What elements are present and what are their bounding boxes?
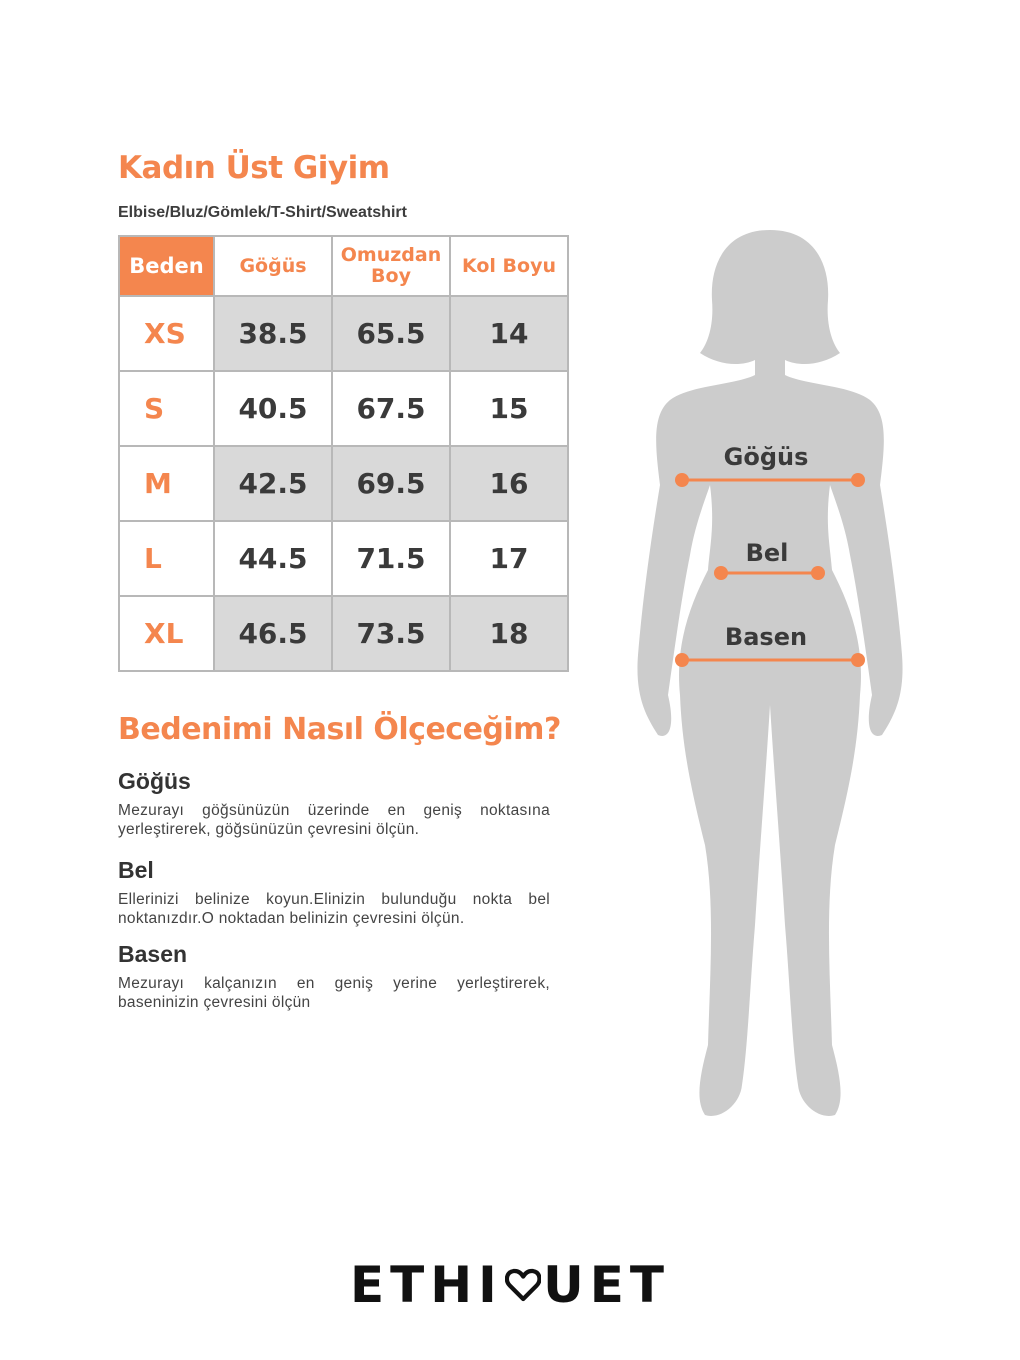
guide-item-chest: [118, 768, 550, 839]
size-cell: XL: [119, 596, 214, 671]
chest-cell: 44.5: [214, 521, 332, 596]
sleeve-cell: 15: [450, 371, 568, 446]
table-row: [119, 446, 568, 521]
guide-heading: Bel: [118, 857, 154, 883]
guide-item-hip: [118, 941, 550, 1012]
hip-left-dot: [675, 653, 689, 667]
chest-cell: 40.5: [214, 371, 332, 446]
length-cell: 65.5: [332, 296, 450, 371]
chest-right-dot: [851, 473, 865, 487]
length-cell: 73.5: [332, 596, 450, 671]
chest-left-dot: [675, 473, 689, 487]
guide-text: Ellerinizi belinize koyun.Elinizin bulunduğu nokta bel noktanızdır.O noktadan belinizin çevresini ölçün.: [118, 891, 550, 927]
size-cell: M: [119, 446, 214, 521]
table-row: [119, 296, 568, 371]
logo-text-right: UET: [543, 1256, 670, 1314]
header-beden: Beden: [119, 236, 214, 296]
chest-label: Göğüs: [723, 443, 809, 471]
guide-text: Mezurayı göğsünüzün üzerinde en geniş noktasına yerleştirerek, göğsünüzün çevresini ölçün.: [118, 802, 550, 838]
waist-left-dot: [714, 566, 728, 580]
logo-text-left: ETHI: [350, 1256, 503, 1314]
chest-cell: 42.5: [214, 446, 332, 521]
hip-label: Basen: [724, 623, 808, 651]
header-gogus: Göğüs: [214, 236, 332, 296]
page-title: Kadın Üst Giyim: [118, 150, 390, 186]
sleeve-cell: 14: [450, 296, 568, 371]
brand-logo: [350, 1250, 670, 1320]
table-row: [119, 371, 568, 446]
length-cell: 69.5: [332, 446, 450, 521]
sleeve-cell: 18: [450, 596, 568, 671]
silhouette-shape: [637, 230, 902, 1116]
chest-cell: 46.5: [214, 596, 332, 671]
length-cell: 71.5: [332, 521, 450, 596]
body-silhouette-figure: [630, 225, 920, 1125]
body-silhouette: [637, 230, 902, 1116]
sleeve-cell: 17: [450, 521, 568, 596]
guide-text: Mezurayı kalçanızın en geniş yerine yerleştirerek, baseninizin çevresini ölçün: [118, 975, 550, 1011]
size-cell: S: [119, 371, 214, 446]
guide-heading: Basen: [118, 941, 188, 967]
waist-right-dot: [811, 566, 825, 580]
length-cell: 67.5: [332, 371, 450, 446]
table-header-row: [119, 236, 568, 296]
table-row: [119, 596, 568, 671]
measure-guide-title: Bedenimi Nasıl Ölçeceğim?: [118, 712, 561, 747]
sleeve-cell: 16: [450, 446, 568, 521]
size-table: [118, 235, 569, 672]
header-omuzdan-boy: Omuzdan Boy: [332, 236, 450, 296]
heart-icon: [505, 1257, 541, 1313]
waist-label: Bel: [745, 539, 789, 567]
header-kol-boyu: Kol Boyu: [450, 236, 568, 296]
chest-cell: 38.5: [214, 296, 332, 371]
guide-heading: Göğüs: [118, 768, 191, 794]
size-cell: XS: [119, 296, 214, 371]
size-cell: L: [119, 521, 214, 596]
page-subtitle: Elbise/Bluz/Gömlek/T-Shirt/Sweatshirt: [118, 204, 407, 221]
table-row: [119, 521, 568, 596]
guide-item-waist: [118, 857, 550, 928]
hip-right-dot: [851, 653, 865, 667]
